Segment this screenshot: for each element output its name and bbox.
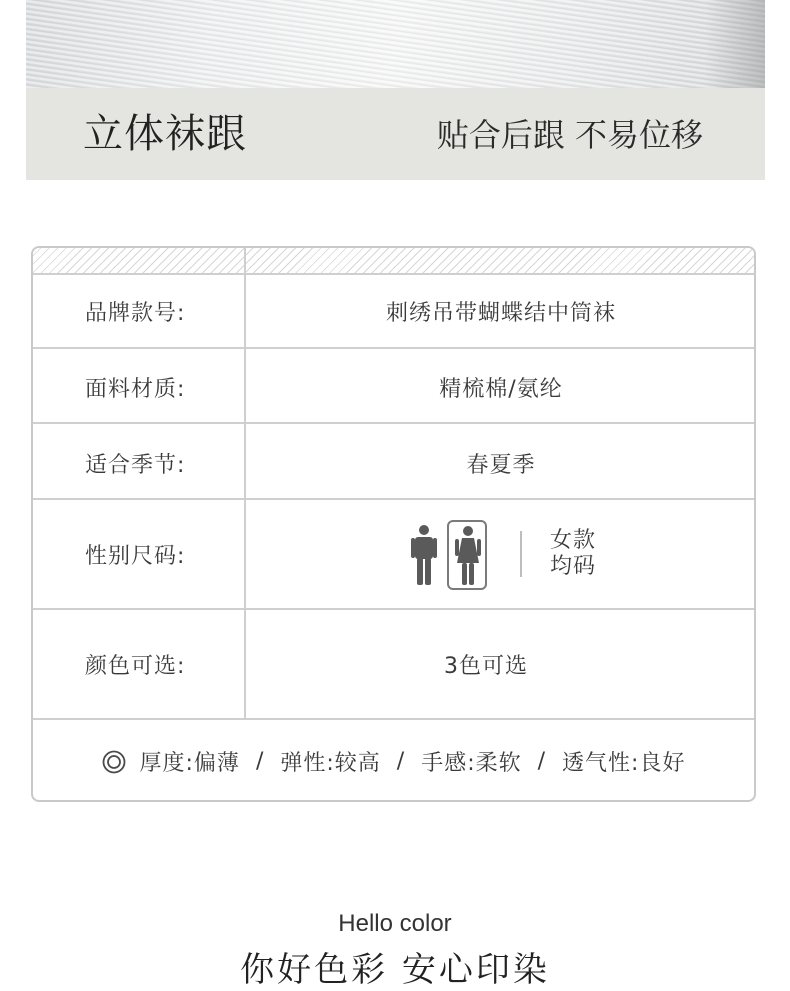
- feature-subtitle: 贴合后跟 不易位移: [436, 116, 703, 154]
- elasticity-property: 弹性:较高: [280, 750, 381, 776]
- gender-size-label: 性别尺码:: [85, 544, 186, 569]
- property-separator: /: [396, 748, 406, 774]
- property-separator: /: [255, 748, 265, 774]
- material-label: 面料材质:: [85, 377, 186, 402]
- breathability-property: 透气性:良好: [562, 750, 686, 776]
- color-options-label: 颜色可选:: [85, 654, 186, 679]
- size-gender-text: 女款: [550, 528, 597, 553]
- brand-model-label: 品牌款号:: [85, 301, 186, 326]
- product-photo-strip: [26, 0, 765, 88]
- feature-banner: [26, 88, 765, 180]
- color-options-value: 3色可选: [444, 654, 528, 679]
- size-separator: [520, 531, 522, 577]
- row-divider: [33, 608, 754, 610]
- target-circle-icon: [102, 750, 126, 774]
- property-row: [33, 720, 754, 802]
- row-divider: [33, 347, 754, 349]
- spec-table: [31, 246, 756, 802]
- material-value: 精梳棉/氨纶: [439, 377, 563, 402]
- season-value: 春夏季: [466, 453, 536, 478]
- property-separator: /: [537, 748, 547, 774]
- row-divider: [33, 422, 754, 424]
- feature-title: 立体袜跟: [83, 111, 247, 157]
- gender-size-value: [246, 500, 756, 608]
- feel-property: 手感:柔软: [421, 750, 522, 776]
- thickness-property: 厚度:偏薄: [139, 750, 240, 776]
- female-figure-icon: [455, 525, 481, 587]
- size-text: [550, 528, 596, 580]
- season-label: 适合季节:: [85, 453, 186, 478]
- female-selected-frame: [447, 520, 487, 590]
- spec-table-header-hatch: [33, 248, 754, 275]
- male-figure-icon: [410, 524, 438, 586]
- size-fit-text: 均码: [550, 554, 597, 579]
- brand-model-value: 刺绣吊带蝴蝶结中筒袜: [385, 301, 616, 326]
- hello-color-heading: Hello color: [338, 910, 452, 937]
- slogan-heading: 你好色彩 安心印染: [240, 950, 550, 990]
